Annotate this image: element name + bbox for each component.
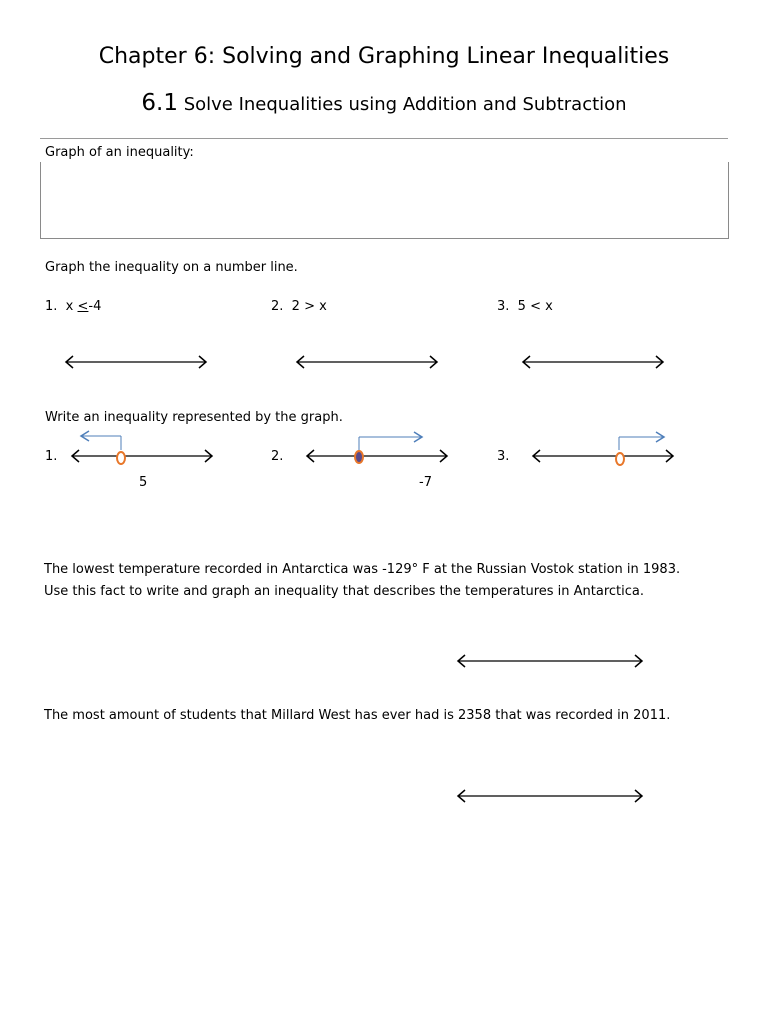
problem-variable: x <box>65 299 74 314</box>
write-instruction: Write an inequality represented by the graph. <box>45 410 343 425</box>
problem-number: 1. <box>45 299 58 314</box>
definition-answer-box[interactable] <box>40 162 729 239</box>
inequality-graph-2 <box>301 426 455 470</box>
section-heading: Solve Inequalities using Addition and Subtraction <box>183 94 627 115</box>
problem-number: 2. <box>271 299 284 314</box>
closed-point <box>355 451 363 463</box>
answer-number-line-1[interactable] <box>452 651 650 671</box>
problem-number: 3. <box>497 299 510 314</box>
number-line-1[interactable] <box>60 352 214 372</box>
open-point <box>117 452 125 464</box>
write-problem-number-3: 3. <box>497 449 510 464</box>
inequality-graph-3 <box>527 426 681 470</box>
number-line-2[interactable] <box>291 352 445 372</box>
section-title <box>0 90 768 116</box>
problem-value: -4 <box>88 299 102 314</box>
write-problem-number-1: 1. <box>45 449 58 464</box>
less-equal-symbol: < <box>77 299 89 314</box>
inequality-graph-1 <box>66 426 220 470</box>
problem-expression: 5 < x <box>517 299 553 314</box>
answer-number-line-2[interactable] <box>452 786 650 806</box>
open-point <box>616 453 624 465</box>
problem-expression: 2 > x <box>291 299 327 314</box>
graph-problem-2 <box>271 299 327 314</box>
chapter-title: Chapter 6: Solving and Graphing Linear Inequalities <box>98 44 670 69</box>
definition-label: Graph of an inequality: <box>45 145 194 160</box>
point-label-2: -7 <box>419 475 432 490</box>
divider <box>40 138 728 139</box>
graph-problem-1 <box>45 299 101 314</box>
word-problem-antarctica: The lowest temperature recorded in Antarctica was -129° F at the Russian Vostok station in 1983. Use this fact to write and graph an inequality that describes the temperatures in Antarctica. <box>44 562 681 599</box>
point-label-1: 5 <box>139 475 148 490</box>
word-problem-millard-west: The most amount of students that Millard West has ever had is 2358 that was recorded in 2011. <box>44 708 671 723</box>
section-number: 6.1 <box>141 90 178 116</box>
write-problem-number-2: 2. <box>271 449 284 464</box>
graph-instruction: Graph the inequality on a number line. <box>45 260 298 275</box>
graph-problem-3 <box>497 299 553 314</box>
number-line-3[interactable] <box>517 352 671 372</box>
